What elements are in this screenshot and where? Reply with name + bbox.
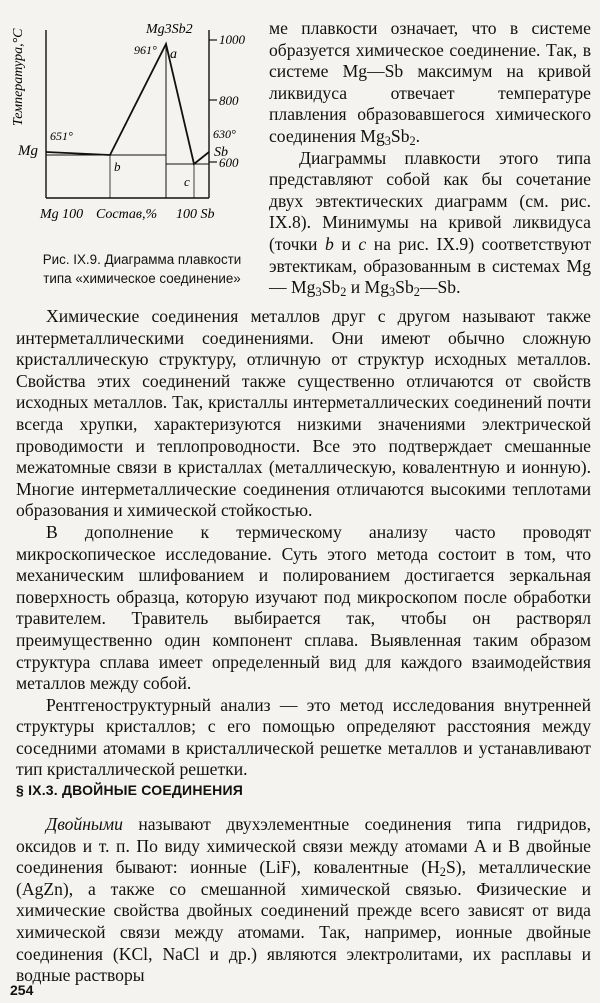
liquidus-curve (46, 44, 209, 164)
main-text (16, 306, 591, 781)
main-paragraph-3: Рентгеноструктурный анализ — это метод исследования внутренней структуры кристаллов; с его помощью определяют расстояния между соседними атомами в кристаллической решетке металлов и устанавливают тип кристаллической решетки. (16, 694, 591, 780)
phase-diagram-figure (6, 16, 262, 286)
main-paragraph-1: Химические соединения металлов друг с другом называют также интерметаллическими соединениями. Они имеют обычно сложную кристаллическую структуру, отличную от структур исходных металлов. Свойства этих соединений также существенно отличаются от свойств исходных металлов. Так, кристаллы интерметаллических соединений почти всегда хрупки, характеризуются низкими значениями электрической проводимости и теплопроводности. Все это подтверждает смешанные межатомные связи в кристаллах (металлическую, ковалентную и ионную). Многие интерметаллические соединения отличаются высокими теплотами образования и химической стойкостью. (16, 306, 591, 521)
right-paragraph-1: ме плавкости означает, что в системе образуется химическое соединение. Так, в системе Mg—Sb максимум на кривой ликвидуса отвечает температуре плавления образовавшегося химического соединения $Mg_3Sb_2$. (269, 18, 591, 149)
x-left-label: Mg 100 (40, 207, 84, 222)
right-column-text (269, 18, 591, 299)
section-heading: § IX.3. ДВОЙНЫЕ СОЕДИНЕНИЯ (16, 782, 243, 798)
point-a-label: a (170, 47, 177, 62)
right-paragraph-2: Диаграммы плавкости этого типа представляют собой как бы сочетание двух эвтектических диаграмм (см. рис. IX.8). Минимумы на кривой ликвидуса (точки b и c на рис. IX.9) соответствуют эвтектикам, образованным в системах Mg — $Mg_3Sb_2$ и $Mg_3Sb_2—Sb$. (269, 147, 592, 300)
tick-label-1000: 1000 (219, 32, 245, 47)
phase-diagram-chart (6, 16, 262, 246)
sb-temp-label: 630° (213, 127, 236, 141)
caption-line-1: Рис. IX.9. Диаграмма плавкости (42, 252, 242, 267)
tick-label-800: 800 (219, 93, 239, 108)
point-c-label: c (184, 174, 190, 189)
y-axis-title: Температура,°С (11, 28, 26, 126)
main-paragraph-2: В дополнение к термическому анализу часто проводят микроскопическое исследование. Суть этого метода состоит в том, что механическим шлифованием и полированием достигается зеркальная поверхность образца, которую изучают под микроскопом после обработки травителем. Травитель выбирается так, чтобы он растворял преимущественно один компонент сплава. Выявленная таким образом структура сплава имеет определенный вид для каждого взаимодействия металлов между собой. (16, 521, 591, 694)
caption-line-2: типа «химическое соединение» (43, 271, 241, 286)
mg-temp-label: 651° (50, 129, 73, 143)
page-number: 254 (10, 982, 34, 998)
x-center-label: Состав,% (96, 207, 158, 222)
compound-label: Mg3Sb2 (146, 22, 193, 37)
point-b-label: b (114, 159, 121, 174)
tick-label-600: 600 (219, 155, 239, 170)
sb-label: Sb (214, 145, 228, 160)
max-temp-label: 961° (134, 43, 157, 57)
x-right-label: 100 Sb (176, 207, 215, 222)
figure-caption (16, 250, 268, 288)
mg-label: Mg (18, 143, 38, 159)
section-paragraph-1: Двойными называют двухэлементные соединения типа гидридов, оксидов и т. п. По виду химической связи между атомами A и B двойные соединения бывают: ионные (LiF), ковалентные $(H_2S)$, металлические (AgZn), а также со смешанной химической связью. Физические и химические свойства двойных соединений прежде всего зависят от вида химической связи между атомами. Так, например, ионные двойные соединения (KCl, NaCl и др.) являются электролитами, их расплавы и водные растворы (16, 814, 591, 986)
section-text (16, 814, 591, 987)
